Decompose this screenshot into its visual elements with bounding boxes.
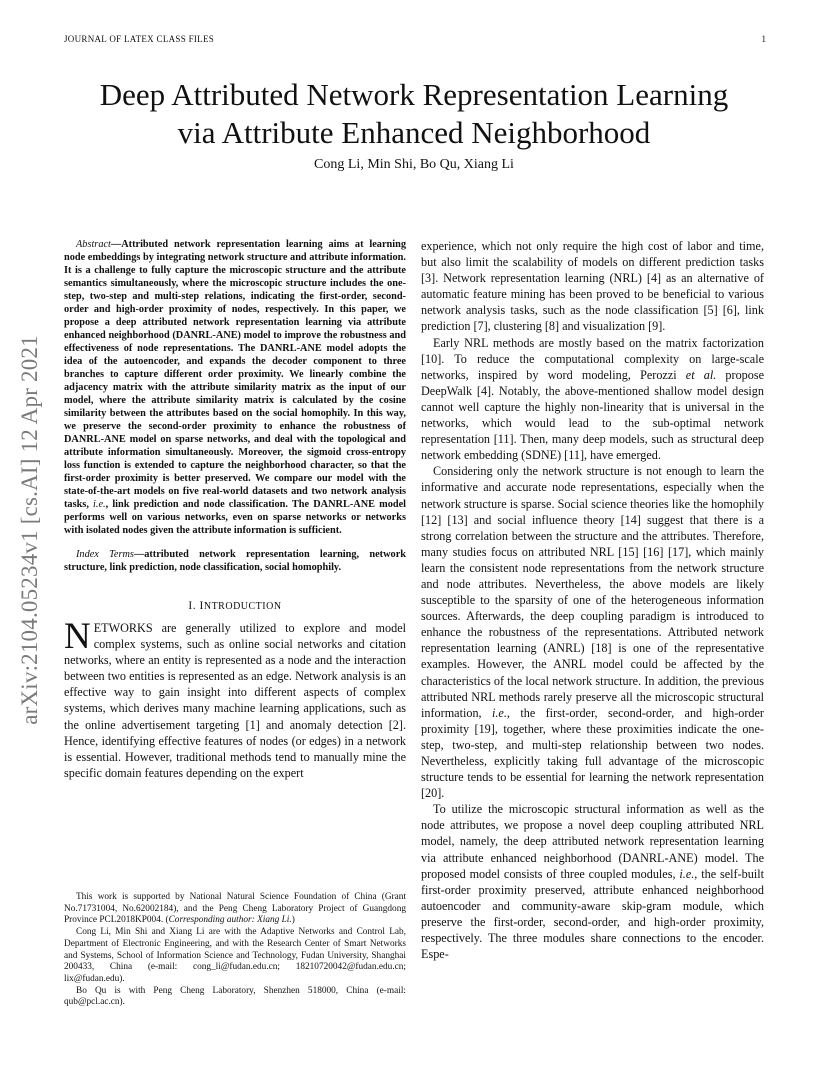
paper-title <box>64 76 764 152</box>
page-number: 1 <box>761 34 766 44</box>
right-paragraph-4 <box>421 801 764 962</box>
right-paragraph-4-b: , the self-built first-order proximity preserved, attribute enhanced neighborhood autoencoder and community-aware skip-gram module, which preserve the first-order, second-order, and high-order proximity, respectively. The three modules share connections to the encoder. Espe- <box>421 866 764 962</box>
right-paragraph-3-a: Considering only the network structure is not enough to learn the informative and accurate node representations, especially when the network structure is sparse. Social science theories like the homophily [12] [13] and social influence theory [14] suggest that there is a strong correlation between the structure and the attributes. Therefore, many studies focus on attributed NRL [15] [16] [17], which mainly learn the consistent node representations from the network structure and node attributes. Nevertheless, the above models are likely susceptible to the sparsity of one of the heterogeneous information sources. Afterwards, the deep coupling paradigm is introduced to enhance the robustness of the representations. Attributed network representation learning (ANRL) [18] is one of the representative examples. However, the ANRL model could be affected by the characteristics of the local network structure. In addition, the previous attributed NRL methods rarely preserve all the microscopic structural information, <box>421 464 764 720</box>
title-line-1: Deep Attributed Network Representation Learning <box>99 77 729 112</box>
right-paragraph-2-a: Early NRL methods are mostly based on the matrix factorization [10]. To reduce the computational complexity on large-scale networks, inspired by word modeling, Perozzi <box>421 335 764 382</box>
right-paragraph-2 <box>421 335 764 464</box>
footnote-funding <box>64 892 406 927</box>
footnote-corresponding: Corresponding author: Xiang Li. <box>168 915 292 926</box>
dropcap-letter: N <box>64 616 91 657</box>
right-paragraph-3-b: , the first-order, second-order, and high-order proximity [19], together, where these proximities indicate the one-step, two-step, and multi-step relationship between two nodes. Nevertheless, explicitly taking full advantage of the microscopic structure tends to be essential for learning the network representation [20]. <box>421 705 764 801</box>
section-heading-introduction <box>64 600 406 612</box>
abstract-ie: i.e. <box>93 499 106 510</box>
intro-paragraph-1-text: ETWORKS are generally utilized to explore and model complex systems, such as online social networks and citation networks, where an entity is represented as a node and the interaction between two entities is represented as an edge. Network analysis is an effective way to gain insight into different aspects of complex systems, which derives many machine learning applications, such as the online advertisement targeting [1] and anomaly detection [2]. Hence, identifying effective features of nodes (or edges) in a network is essential. However, traditional methods tend to manually mine the specific domain features depending on the expert <box>64 621 406 780</box>
footnote <box>64 892 406 1009</box>
abstract <box>64 238 406 537</box>
journal-header: JOURNAL OF LATEX CLASS FILES <box>64 34 215 44</box>
left-column <box>64 238 406 781</box>
right-column <box>421 238 764 962</box>
right-paragraph-2-b: propose DeepWalk [4]. Notably, the above-mentioned shallow model design cannot well capture the highly non-linearity that is universal in the networks, which would lead to the sub-optimal network representation [11]. Then, many deep models, such as structural deep network embedding (SDNE) [11], have emerged. <box>421 367 765 463</box>
right-paragraph-4-a: To utilize the microscopic structural information as well as the node attributes, we propose a novel deep coupling attributed NRL model, namely, the deep attributed network representation learning via attribute enhanced neighborhood (DANRL-ANE) model. The proposed model consists of three coupled modules, <box>421 802 764 881</box>
right-paragraph-4-em: i.e. <box>679 866 695 881</box>
right-paragraph-3-em: i.e. <box>492 705 507 720</box>
arxiv-stamp-text: arXiv:2104.05234v1 [cs.AI] 12 Apr 2021 <box>17 335 42 725</box>
author-list: Cong Li, Min Shi, Bo Qu, Xiang Li <box>314 157 514 172</box>
section-heading-num: I. I <box>188 600 204 612</box>
footnote-funding-a: This work is supported by National Natural Science Foundation of China (Grant No.71731004, No.62002184), and the Peng Cheng Laboratory Project of Guangdong Province PCL2018KP004. ( <box>64 892 406 926</box>
section-heading-rest: NTRODUCTION <box>203 601 282 612</box>
right-paragraph-2-em: et al. <box>685 367 717 382</box>
abstract-text: —Attributed network representation learning aims at learning node embeddings by integrating network structure and attribute information. It is a challenge to fully capture the microscopic structure and the attribute semantics simultaneously, where the microscopic structure includes the one-step, two-step and multi-step relations, indicating the first-order, second-order and high-order proximity of nodes, respectively. In this paper, we propose a deep attributed network representation learning via attribute enhanced neighborhood (DANRL-ANE) model to improve the robustness and effectiveness of node representations. The DANRL-ANE model adopts the idea of the autoencoder, and expands the decoder component to three branches to capture different order proximity. We linearly combine the adjacency matrix with the attribute similarity matrix as the input of our model, where the attribute similarity matrix is calculated by the cosine similarity between the attributes based on the social homophily. In this way, we preserve the second-order proximity to enhance the robustness of DANRL-ANE model on sparse networks, and deal with the topological and attribute information simultaneously. Moreover, the sigmoid cross-entropy loss function is extended to capture the neighborhood character, so that the first-order proximity is better preserved. We compare our model with the state-of-the-art models on five real-world datasets and two network analysis tasks, <box>64 239 406 510</box>
right-paragraph-1: experience, which not only require the high cost of labor and time, but also limit the scalability of models on different prediction tasks [3]. Network representation learning (NRL) [4] as an alternative of automatic feature mining has been proved to be beneficial to various network analysis tasks, such as the node classification [5] [6], link prediction [7], clustering [8] and visualization [9]. <box>421 239 764 334</box>
title-line-2: via Attribute Enhanced Neighborhood <box>177 115 651 150</box>
abstract-text-end: , link prediction and node classification. The DANRL-ANE model performs well on various networks, even on sparse networks or networks with isolated nodes given the attribute information is sufficient. <box>64 499 407 536</box>
abstract-label: Abstract <box>76 239 111 250</box>
right-paragraph-3 <box>421 463 764 801</box>
index-terms-text: —attributed network representation learning, network structure, link prediction, node classification, social homophily. <box>64 549 406 573</box>
footnote-affiliation-2: Bo Qu is with Peng Cheng Laboratory, Shenzhen 518000, China (e-mail: qub@pcl.ac.cn). <box>64 985 406 1008</box>
arxiv-stamp <box>10 295 50 765</box>
intro-paragraph-1 <box>64 616 406 781</box>
footnote-funding-b: ) <box>291 915 295 926</box>
index-terms <box>64 548 406 574</box>
footnote-affiliation-1: Cong Li, Min Shi and Xiang Li are with the Adaptive Networks and Control Lab, Department of Electronic Engineering, and with the Research Center of Smart Networks and Systems, School of Information Science and Technology, Fudan University, Shanghai 200433, China (e-mail: cong_li@fudan.edu.cn; 18210720042@fudan.edu.cn; lix@fudan.edu). <box>64 927 406 984</box>
index-terms-label: Index Terms <box>76 549 134 560</box>
